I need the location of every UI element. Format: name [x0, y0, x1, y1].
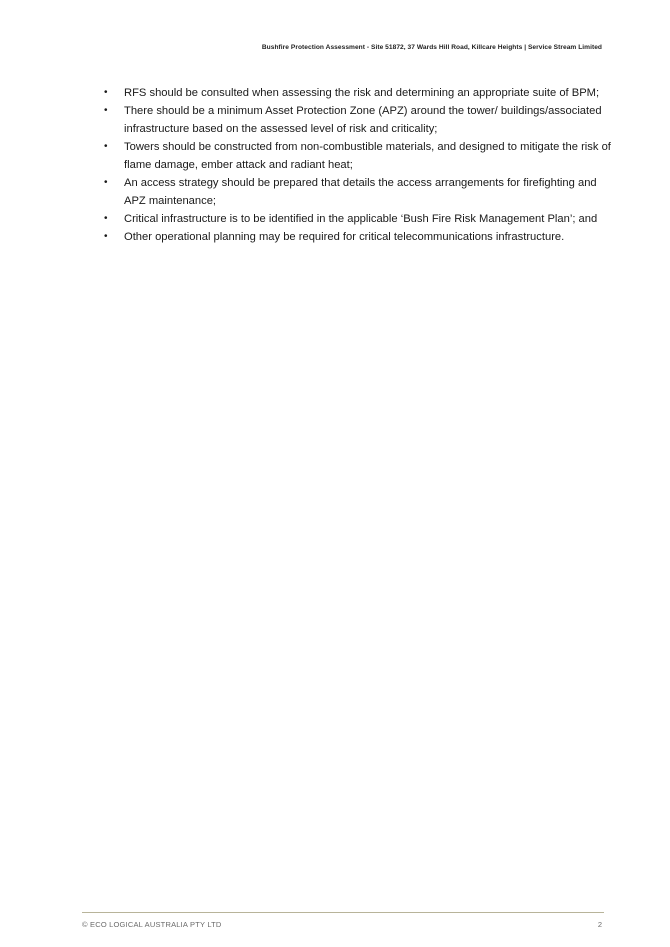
bullet-icon: • [104, 87, 108, 98]
list-item [104, 84, 614, 102]
bullet-icon: • [104, 213, 108, 224]
footer-copyright: © ECO LOGICAL AUSTRALIA PTY LTD [82, 920, 222, 929]
bullet-list [104, 84, 614, 246]
list-item [104, 138, 614, 174]
bullet-icon: • [104, 177, 108, 188]
list-item-text: Critical infrastructure is to be identified in the applicable ‘Bush Fire Risk Management Plan’; and [124, 213, 598, 225]
list-item-text: Other operational planning may be required for critical telecommunications infrastructure. [124, 231, 565, 243]
list-item-text: There should be a minimum Asset Protection Zone (APZ) around the tower/ buildings/associated infrastructure based on the assessed level of risk and criticality; [124, 105, 602, 135]
bullet-icon: • [104, 231, 108, 242]
page-number: 2 [597, 920, 602, 929]
list-item [104, 210, 614, 228]
footer-divider [82, 912, 604, 913]
list-item [104, 228, 614, 246]
list-item-text: RFS should be consulted when assessing the risk and determining an appropriate suite of BPM; [124, 87, 600, 99]
list-item [104, 174, 614, 210]
bullet-icon: • [104, 141, 108, 152]
list-item-text: Towers should be constructed from non-combustible materials, and designed to mitigate the risk of flame damage, ember attack and radiant heat; [124, 141, 611, 171]
page-header: Bushfire Protection Assessment - Site 51872, 37 Wards Hill Road, Killcare Heights | Service Stream Limited [261, 44, 602, 51]
bullet-icon: • [104, 105, 108, 116]
list-item-text: An access strategy should be prepared that details the access arrangements for firefighting and APZ maintenance; [124, 177, 597, 207]
list-item [104, 102, 614, 138]
